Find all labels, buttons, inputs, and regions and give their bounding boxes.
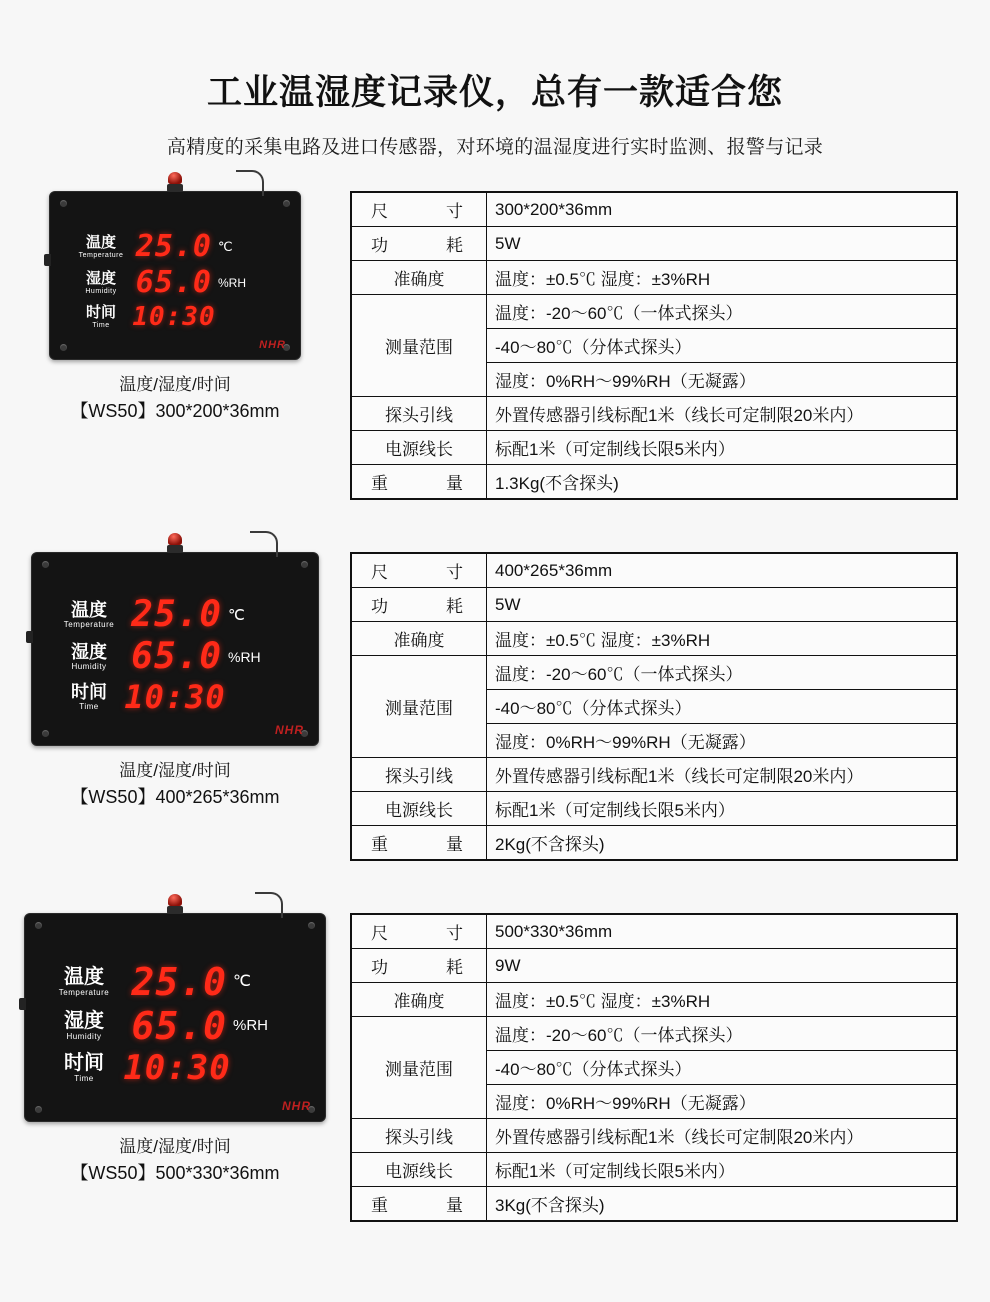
humidity-label: 湿度 Humidity <box>64 1009 104 1041</box>
spec-key-accuracy: 准确度 <box>351 622 487 656</box>
humidity-row <box>53 1003 303 1048</box>
spec-key-size: 尺 寸 <box>351 553 487 588</box>
temperature-row <box>53 959 303 1004</box>
screw-icon <box>301 561 308 568</box>
spec-value-range-1: 温度：-20～60℃（一体式探头） <box>487 1017 958 1051</box>
table-row <box>351 826 957 861</box>
table-row <box>351 914 957 949</box>
spec-value-size: 300*200*36mm <box>487 192 958 227</box>
spec-value-cable: 标配1米（可定制线长限5米内） <box>487 1153 958 1187</box>
temperature-unit: ℃ <box>233 972 251 990</box>
alarm-beacon-icon <box>167 533 183 553</box>
product-block-1 <box>0 191 990 500</box>
spec-value-accuracy: 温度：±0.5℃ 湿度：±3%RH <box>487 261 958 295</box>
spec-value-cable: 标配1米（可定制线长限5米内） <box>487 431 958 465</box>
spec-value-range-1: 温度：-20～60℃（一体式探头） <box>487 656 958 690</box>
alarm-beacon-icon <box>167 894 183 914</box>
spec-key-size: 尺 寸 <box>351 914 487 949</box>
spec-value-weight: 3Kg(不含探头) <box>487 1187 958 1222</box>
table-row <box>351 227 957 261</box>
time-label: 时间 Time <box>64 1051 104 1083</box>
screw-icon <box>60 344 67 351</box>
spec-value-range-2: -40～80℃（分体式探头） <box>487 1051 958 1085</box>
table-row <box>351 1017 957 1051</box>
spec-key-size: 尺 寸 <box>351 192 487 227</box>
spec-key-weight: 重 量 <box>351 1187 487 1222</box>
spec-value-range-1: 温度：-20～60℃（一体式探头） <box>487 295 958 329</box>
table-row <box>351 295 957 329</box>
spec-table-wrap-1 <box>350 191 990 500</box>
spec-key-probe: 探头引线 <box>351 758 487 792</box>
humidity-row <box>60 636 296 677</box>
screw-icon <box>35 1106 42 1113</box>
humidity-unit: %RH <box>218 275 247 290</box>
product-caption-2: 温度/湿度/时间 【WS50】400*265*36mm <box>70 761 280 808</box>
cable-icon <box>255 892 283 918</box>
time-row <box>76 301 278 332</box>
spec-table-3 <box>350 913 958 1222</box>
spec-key-accuracy: 准确度 <box>351 983 487 1017</box>
table-row <box>351 656 957 690</box>
spec-key-cable: 电源线长 <box>351 792 487 826</box>
temperature-label: 温度 Temperature <box>58 965 110 997</box>
screw-icon <box>42 730 49 737</box>
humidity-row <box>76 264 278 300</box>
temperature-label: 温度 Temperature <box>63 600 115 629</box>
spec-key-range: 测量范围 <box>351 656 487 758</box>
spec-value-accuracy: 温度：±0.5℃ 湿度：±3%RH <box>487 622 958 656</box>
table-row <box>351 397 957 431</box>
time-label: 时间 Time <box>85 303 116 329</box>
humidity-value: 65.0 <box>131 1003 227 1048</box>
table-row <box>351 758 957 792</box>
spec-value-power: 9W <box>487 949 958 983</box>
time-label: 时间 Time <box>71 682 107 711</box>
humidity-unit: %RH <box>228 649 261 665</box>
page-title: 工业温湿度记录仪，总有一款适合您 <box>206 73 783 112</box>
temperature-value: 25.0 <box>135 228 212 264</box>
humidity-label: 湿度 Humidity <box>71 642 107 671</box>
cable-icon <box>236 170 264 196</box>
spec-table-2 <box>350 552 958 861</box>
spec-value-size: 500*330*36mm <box>487 914 958 949</box>
spec-key-probe: 探头引线 <box>351 397 487 431</box>
spec-value-range-3: 湿度：0%RH～99%RH（无凝露） <box>487 724 958 758</box>
time-row <box>60 678 296 716</box>
table-row <box>351 949 957 983</box>
spec-value-range-2: -40～80℃（分体式探头） <box>487 329 958 363</box>
spec-key-power: 功 耗 <box>351 949 487 983</box>
time-value: 10:30 <box>124 678 226 716</box>
humidity-value: 65.0 <box>135 264 212 300</box>
cable-icon <box>250 531 278 557</box>
temperature-value: 25.0 <box>131 594 222 635</box>
product-caption-3: 温度/湿度/时间 【WS50】500*330*36mm <box>70 1137 280 1184</box>
table-row <box>351 588 957 622</box>
spec-key-weight: 重 量 <box>351 826 487 861</box>
product-image-3 <box>0 913 350 1188</box>
page-subtitle: 高精度的采集电路及进口传感器，对环境的温湿度进行实时监测、报警与记录 <box>166 137 824 158</box>
product-image-2 <box>0 552 350 812</box>
spec-table-wrap-2 <box>350 552 990 861</box>
temperature-unit: ℃ <box>218 239 233 254</box>
humidity-value: 65.0 <box>131 636 222 677</box>
spec-key-weight: 重 量 <box>351 465 487 500</box>
table-row <box>351 465 957 500</box>
table-row <box>351 1119 957 1153</box>
screw-icon <box>308 922 315 929</box>
humidity-unit: %RH <box>233 1017 269 1034</box>
brand-logo: NHR <box>259 339 286 351</box>
spec-value-power: 5W <box>487 227 958 261</box>
spec-value-range-2: -40～80℃（分体式探头） <box>487 690 958 724</box>
product-image-1 <box>0 191 350 426</box>
spec-table-1 <box>350 191 958 500</box>
time-value: 10:30 <box>132 301 216 332</box>
table-row <box>351 792 957 826</box>
brand-logo: NHR <box>275 723 304 737</box>
spec-value-size: 400*265*36mm <box>487 553 958 588</box>
spec-key-cable: 电源线长 <box>351 1153 487 1187</box>
temperature-row <box>60 594 296 635</box>
time-row <box>53 1047 303 1088</box>
spec-value-range-3: 湿度：0%RH～99%RH（无凝露） <box>487 1085 958 1119</box>
temperature-unit: ℃ <box>228 606 245 624</box>
table-row <box>351 431 957 465</box>
sensor-port-icon <box>19 998 26 1010</box>
spec-value-weight: 1.3Kg(不含探头) <box>487 465 958 500</box>
spec-value-probe: 外置传感器引线标配1米（线长可定制限20米内） <box>487 1119 958 1153</box>
table-row <box>351 261 957 295</box>
screw-icon <box>35 922 42 929</box>
spec-value-probe: 外置传感器引线标配1米（线长可定制限20米内） <box>487 397 958 431</box>
product-caption-1: 温度/湿度/时间 【WS50】300*200*36mm <box>70 375 280 422</box>
temperature-label: 温度 Temperature <box>78 233 124 259</box>
table-row <box>351 1153 957 1187</box>
spec-value-cable: 标配1米（可定制线长限5米内） <box>487 792 958 826</box>
spec-key-range: 测量范围 <box>351 295 487 397</box>
table-row <box>351 192 957 227</box>
spec-value-range-3: 湿度：0%RH～99%RH（无凝露） <box>487 363 958 397</box>
product-block-3 <box>0 913 990 1222</box>
sensor-port-icon <box>44 254 51 266</box>
spec-key-probe: 探头引线 <box>351 1119 487 1153</box>
spec-key-power: 功 耗 <box>351 227 487 261</box>
product-block-2 <box>0 552 990 861</box>
screw-icon <box>283 200 290 207</box>
screw-icon <box>60 200 67 207</box>
device-illustration-1 <box>49 191 301 360</box>
alarm-beacon-icon <box>167 172 183 192</box>
device-illustration-2 <box>31 552 319 746</box>
spec-key-power: 功 耗 <box>351 588 487 622</box>
spec-table-wrap-3 <box>350 913 990 1222</box>
brand-logo: NHR <box>282 1099 311 1113</box>
temperature-row <box>76 228 278 264</box>
table-row <box>351 622 957 656</box>
sensor-port-icon <box>26 631 33 643</box>
table-row <box>351 983 957 1017</box>
time-value: 10:30 <box>123 1047 231 1088</box>
spec-key-accuracy: 准确度 <box>351 261 487 295</box>
spec-value-weight: 2Kg(不含探头) <box>487 826 958 861</box>
spec-key-range: 测量范围 <box>351 1017 487 1119</box>
device-illustration-3 <box>24 913 326 1122</box>
spec-value-power: 5W <box>487 588 958 622</box>
humidity-label: 湿度 Humidity <box>85 269 117 295</box>
temperature-value: 25.0 <box>131 959 227 1004</box>
spec-value-accuracy: 温度：±0.5℃ 湿度：±3%RH <box>487 983 958 1017</box>
spec-key-cable: 电源线长 <box>351 431 487 465</box>
spec-value-probe: 外置传感器引线标配1米（线长可定制限20米内） <box>487 758 958 792</box>
table-row <box>351 553 957 588</box>
page-header <box>0 0 990 159</box>
screw-icon <box>42 561 49 568</box>
table-row <box>351 1187 957 1222</box>
